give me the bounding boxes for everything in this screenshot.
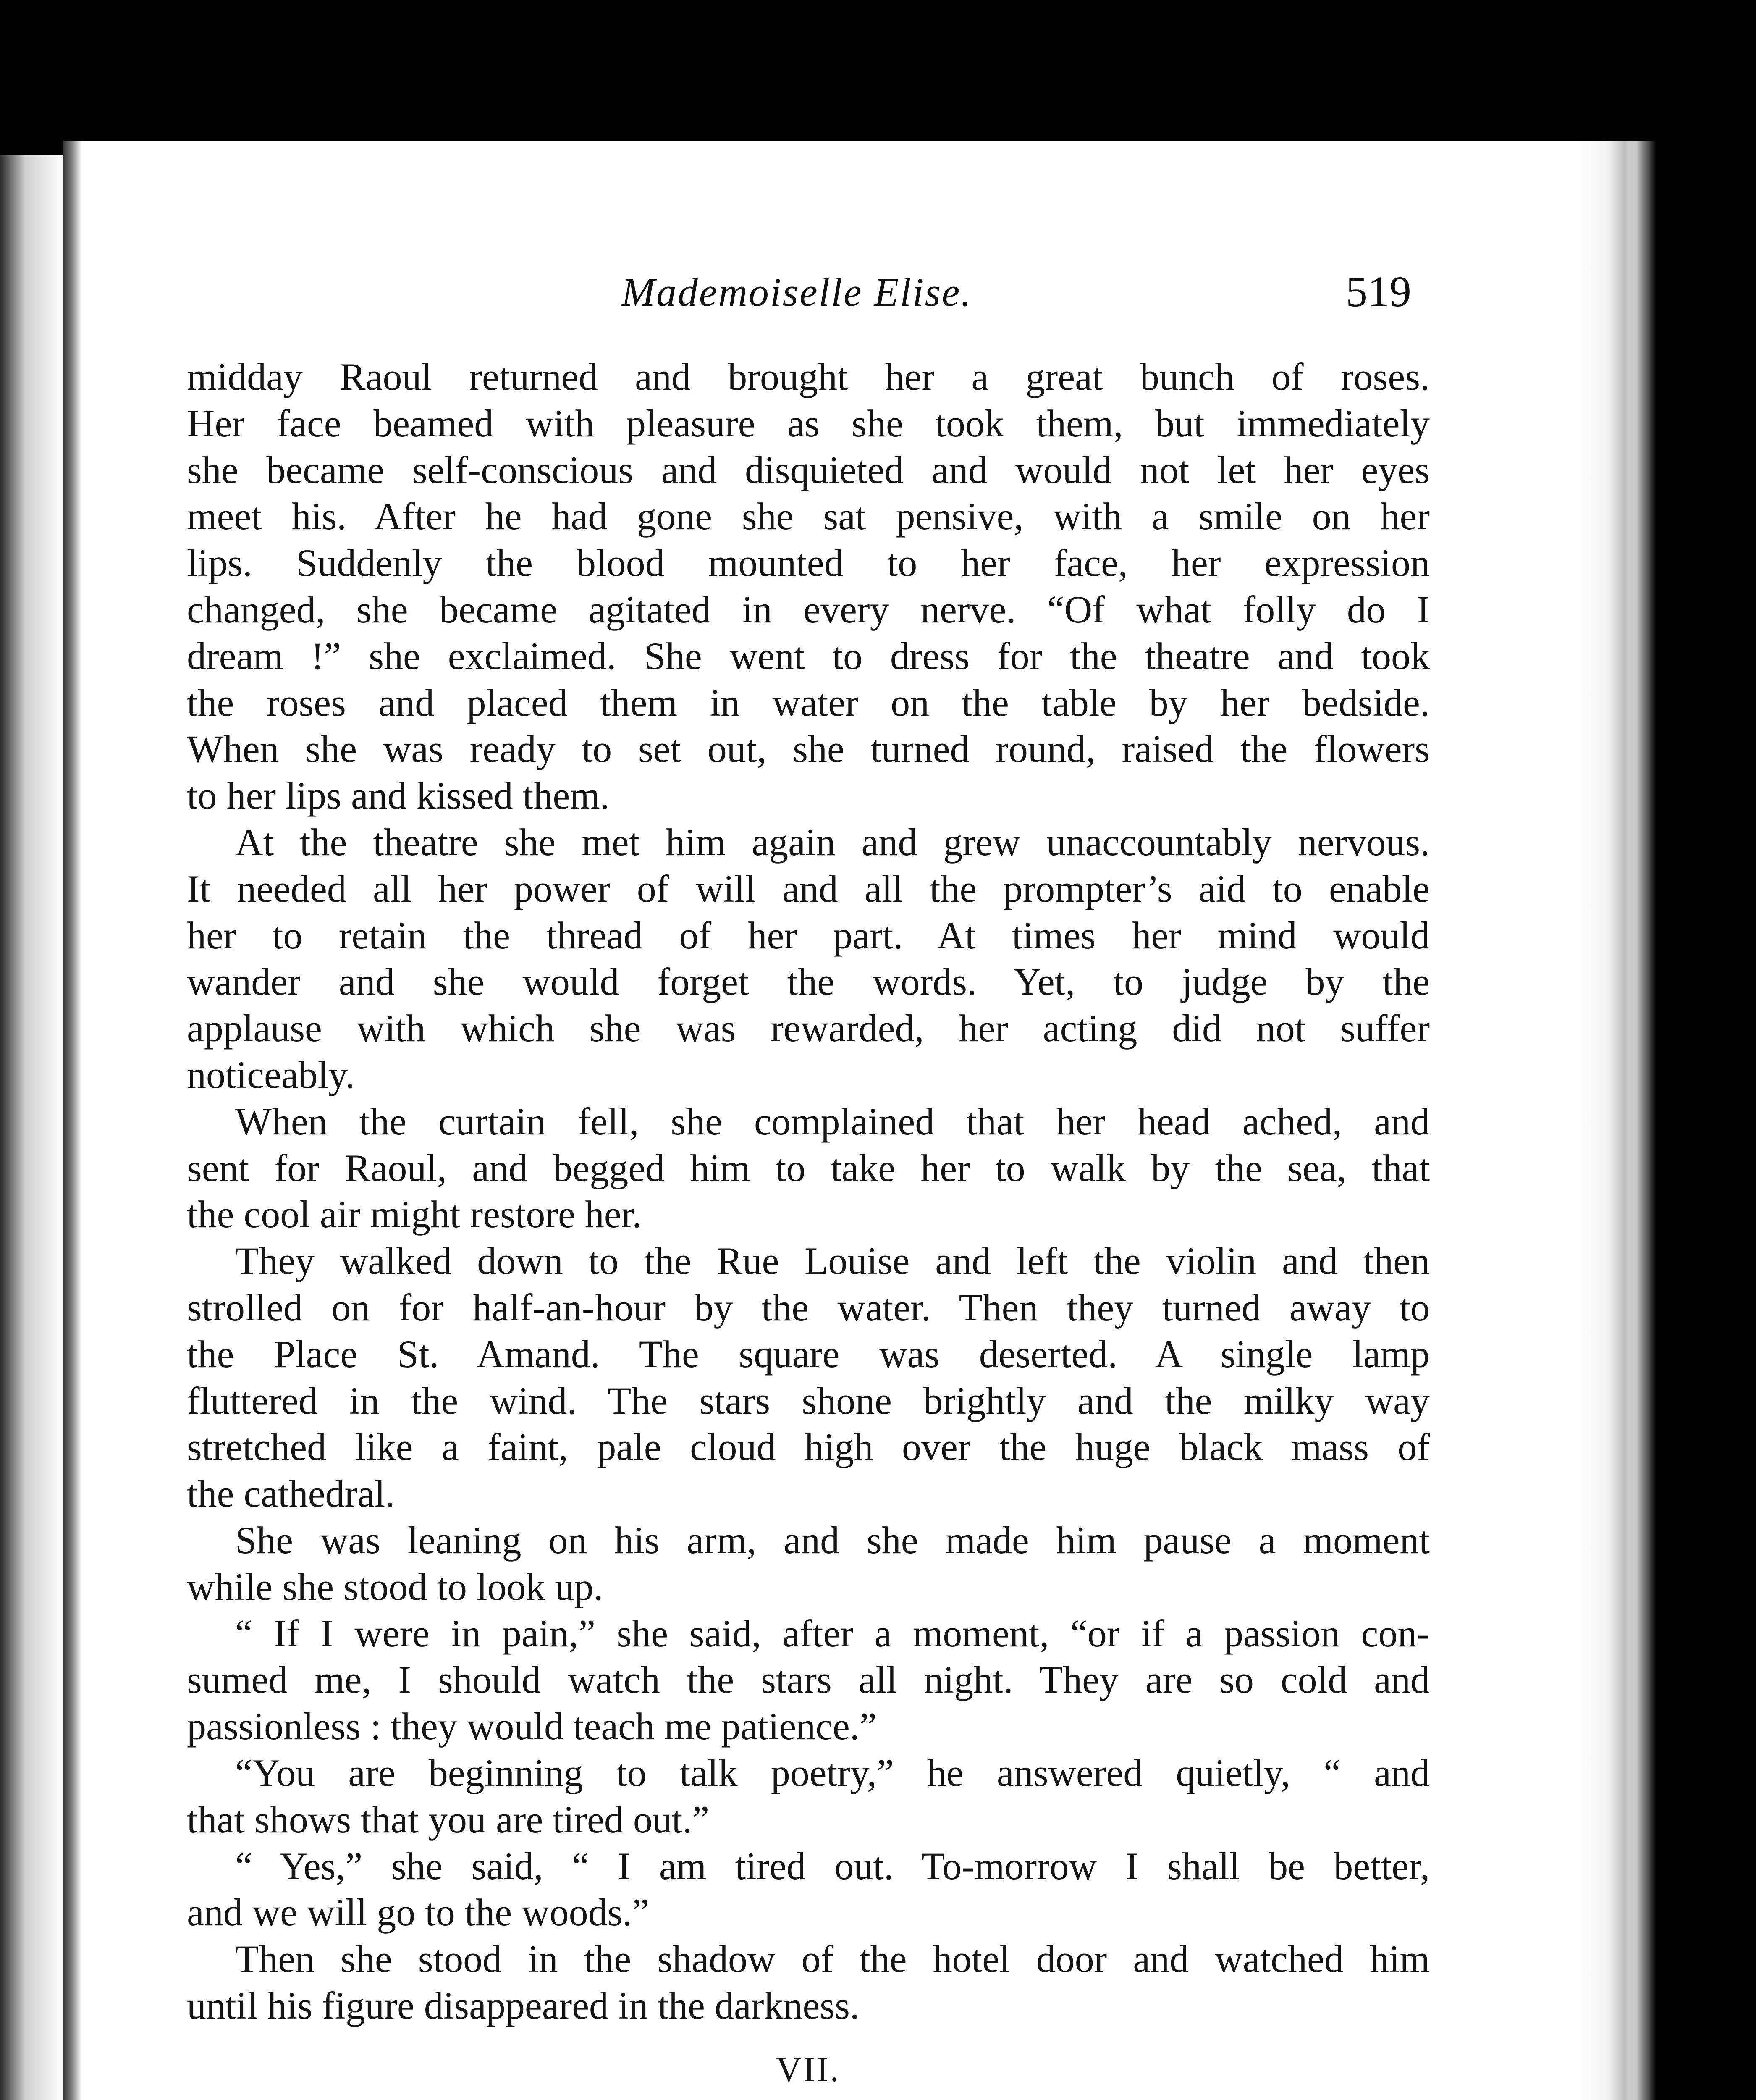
paragraph — [187, 354, 1430, 819]
text-line: until his figure disappeared in the darkness. — [187, 1984, 860, 2027]
paragraph — [187, 819, 1430, 1098]
text-line: the cathedral. — [187, 1472, 395, 1515]
text-line: that shows that you are tired out.” — [187, 1798, 710, 1841]
text-line: “You are beginning to talk poetry,” he answered quietly, “ and — [235, 1751, 1430, 1794]
paragraph — [187, 2098, 1430, 2100]
text-line: and we will go to the woods.” — [187, 1891, 650, 1934]
text-line: wander and she would forget the words. Yet, to judge by the — [187, 960, 1430, 1003]
paragraph — [187, 1238, 1430, 1517]
text-line: lips. Suddenly the blood mounted to her face, her expression — [187, 541, 1430, 585]
text-line: the cool air might restore her. — [187, 1193, 642, 1236]
text-line: When the curtain fell, she complained that her head ached, and — [235, 1100, 1430, 1143]
text-line: meet his. After he had gone she sat pensive, with a smile on her — [187, 495, 1430, 538]
paragraph — [187, 1098, 1430, 1238]
text-line: dream !” she exclaimed. She went to dress for the theatre and took — [187, 634, 1430, 677]
text-line: stretched like a faint, pale cloud high over the huge black mass of — [187, 1425, 1430, 1469]
text-line: Then she stood in the shadow of the hotel door and watched him — [235, 1937, 1430, 1981]
page-edge-shadow — [1629, 126, 1680, 2100]
text-line: It needed all her power of will and all the prompter’s aid to enable — [187, 867, 1430, 910]
text-line: “ Yes,” she said, “ I am tired out. To-morrow I shall be better, — [235, 1844, 1430, 1887]
section-heading: VII. — [776, 2050, 841, 2089]
text-line: sumed me, I should watch the stars all night. They are so cold and — [187, 1658, 1430, 1701]
text-line: applause with which she was rewarded, her acting did not suffer — [187, 1007, 1430, 1050]
text-line: the roses and placed them in water on the table by her bedside. — [187, 681, 1430, 724]
text-line: noticeably. — [187, 1053, 355, 1096]
text-line: “ If I were in pain,” she said, after a moment, “or if a passion con- — [235, 1612, 1430, 1655]
text-line: They walked down to the Rue Louise and left the violin and then — [235, 1239, 1430, 1283]
text-line: midday Raoul returned and brought her a great bunch of roses. — [187, 355, 1430, 398]
text-line: the Place St. Amand. The square was deserted. A single lamp — [187, 1332, 1430, 1376]
text-line: fluttered in the wind. The stars shone brightly and the milky way — [187, 1379, 1430, 1422]
body-text — [187, 354, 1430, 2100]
paragraph — [187, 1750, 1430, 1843]
paragraph — [187, 1610, 1430, 1750]
text-line: her to retain the thread of her part. At times her mind would — [187, 914, 1430, 957]
text-line: to her lips and kissed them. — [187, 774, 610, 817]
paragraph — [187, 1517, 1430, 1610]
paragraph — [187, 1843, 1430, 1936]
running-title: Mademoiselle Elise. — [621, 270, 972, 315]
text-line: At the theatre she met him again and grew unaccountably nervous. — [235, 820, 1430, 864]
text-line: Her face beamed with pleasure as she took them, but immediately — [187, 402, 1430, 445]
text-line: changed, she became agitated in every nerve. “Of what folly do I — [187, 588, 1430, 631]
text-line — [187, 2098, 1430, 2100]
paragraph — [187, 1936, 1430, 2029]
text-line: she became self-conscious and disquieted and would not let her eyes — [187, 448, 1430, 491]
page-gutter-shadow — [63, 141, 82, 2100]
text-line: sent for Raoul, and begged him to take her to walk by the sea, that — [187, 1146, 1430, 1189]
text-line: strolled on for half-an-hour by the water. Then they turned away to — [187, 1286, 1430, 1329]
facing-page-edge — [0, 155, 63, 2100]
text-line: while she stood to look up. — [187, 1565, 603, 1608]
text-line: She was leaning on his arm, and she made him pause a moment — [235, 1518, 1430, 1562]
text-line: passionless : they would teach me patience.” — [187, 1705, 877, 1748]
text-line: When she was ready to set out, she turned round, raised the flowers — [187, 727, 1430, 771]
page-number: 519 — [1346, 268, 1411, 316]
